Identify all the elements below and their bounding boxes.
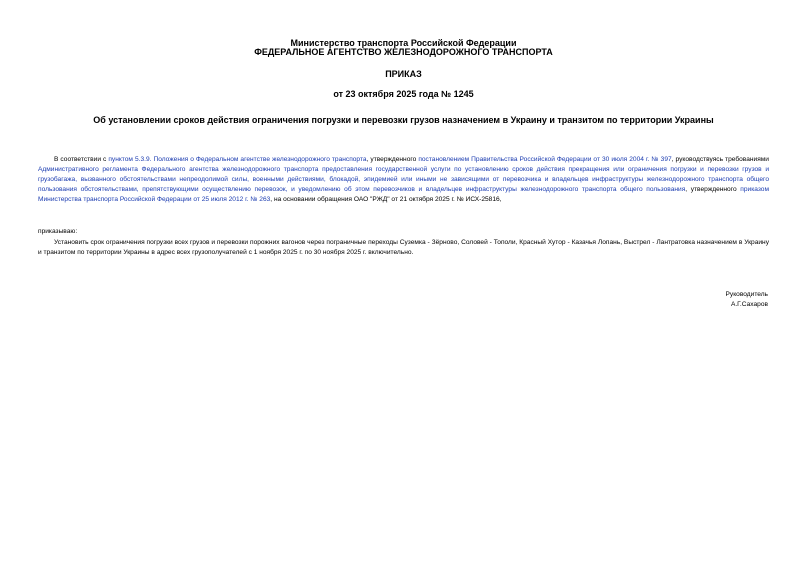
signatory-name: А.Г.Сахаров	[730, 301, 768, 308]
document-type: ПРИКАЗ	[385, 69, 422, 79]
link-government-decree[interactable]: постановлением Правительства Российской Федерации от 30 июля 2004 г. № 397	[418, 156, 672, 163]
ministry-name: Министерство транспорта Российской Федерации	[290, 38, 517, 48]
preamble-paragraph	[38, 155, 769, 205]
link-regulation-clause[interactable]: пунктом 5.3.9. Положения о Федеральном агентстве железнодорожного транспорта	[108, 156, 367, 163]
order-text: Установить срок ограничения погрузки всех грузов и перевозки порожних вагонов через пограничные переходы Суземка - Зёрново, Соловей - Тополи, Красный Хутор - Казачья Лопань, Выстрел - Лантратовка назначением в Украину и транзитом по территории Украины в адрес всех грузополучателей с 1 ноября 2025 г. по 30 ноября 2025 г. включительно.	[38, 239, 769, 256]
document-title: Об установлении сроков действия ограничения погрузки и перевозки грузов назначением в Украину и транзитом по территории Украины	[93, 115, 714, 125]
link-administrative-regulation[interactable]: Административного регламента Федерального агентства железнодорожного транспорта предоставления государственной услуги по установлению сроков действия прекращения или ограничения погрузки и перевозки грузов и грузобагажа, вызванного обстоятельствами непреодолимой силы, военными действиями, блокадой, эпидемией или иными не зависящими от перевозчика и владельцев инфраструктуры железнодорожного транспорта общего пользования обстоятельствами, препятствующими осуществлению перевозок, и уведомлению об этом перевозчиков и владельцев инфраструктуры железнодорожного транспорта общего пользования	[38, 166, 769, 193]
preamble-text-5: , на основании обращения ОАО "РЖД" от 21 октября 2025 г. № ИСХ-25816,	[270, 196, 502, 203]
agency-name: ФЕДЕРАЛЬНОЕ АГЕНТСТВО ЖЕЛЕЗНОДОРОЖНОГО ТРАНСПОРТА	[254, 47, 553, 57]
preamble-text-3: , руководствуясь требованиями	[671, 156, 769, 163]
order-paragraph	[38, 238, 769, 258]
link-ministry-order[interactable]: приказом Министерства транспорта Российской Федерации от 25 июля 2012 г. № 263	[38, 186, 769, 203]
document-date: от 23 октября 2025 года № 1245	[333, 89, 474, 99]
preamble-text-1: В соответствии с	[54, 156, 109, 163]
preamble-text-4: , утвержденного	[685, 186, 741, 193]
order-word: приказываю:	[38, 228, 78, 235]
signatory-title: Руководитель	[725, 291, 768, 298]
preamble-text-2: , утвержденного	[366, 156, 419, 163]
